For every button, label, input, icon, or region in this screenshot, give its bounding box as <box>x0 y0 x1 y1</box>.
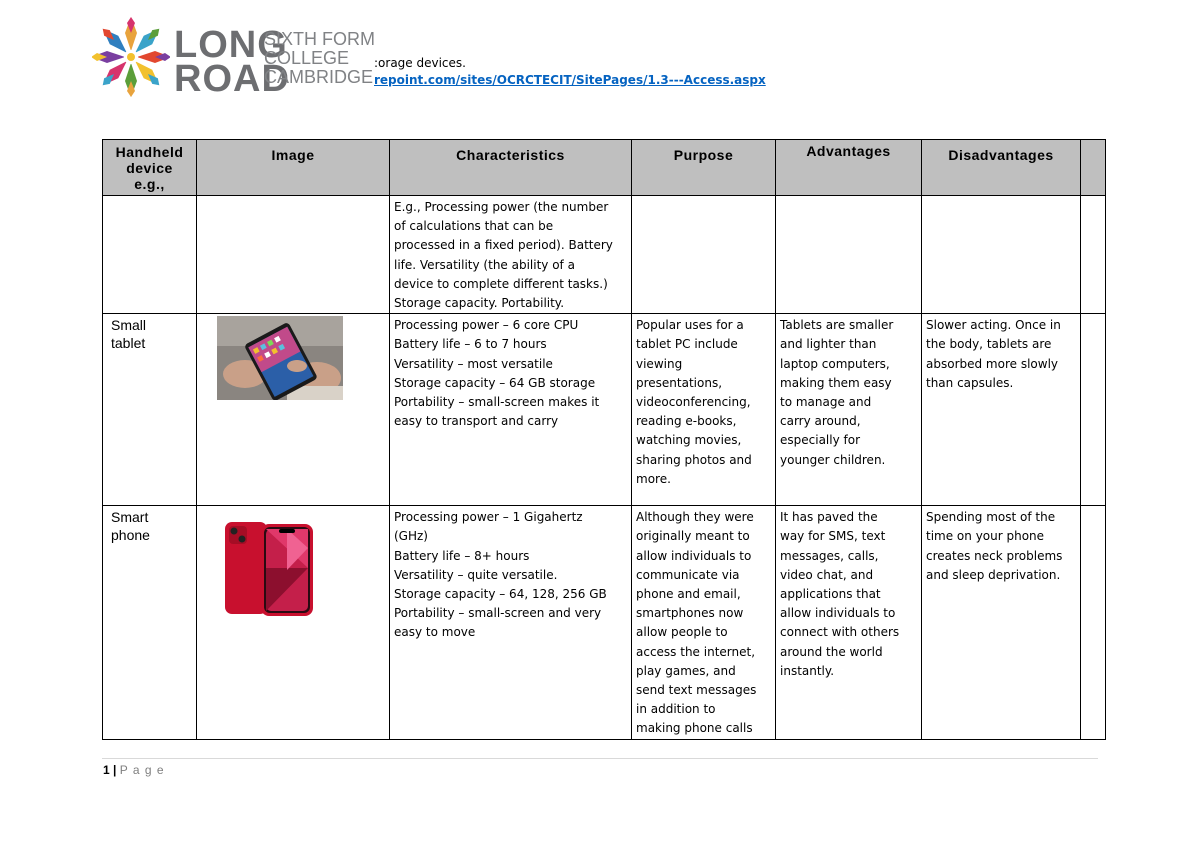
phone-disadvantages-cell <box>922 506 1081 739</box>
text-line: Storage capacity – 64 GB storage <box>394 375 596 390</box>
header-empty <box>1081 140 1106 196</box>
table-cell <box>776 196 922 314</box>
text-line: Processing power – 1 Gigahertz <box>394 510 583 525</box>
table-row-example <box>103 196 1106 314</box>
text-line: allow individuals to <box>780 606 896 621</box>
table-cell <box>1081 314 1106 506</box>
text-line: easy to move <box>394 625 476 640</box>
text-line: Versatility – quite versatile. <box>394 567 558 582</box>
text-line: and sleep deprivation. <box>926 567 1061 582</box>
text-line: access the internet, <box>636 644 756 659</box>
header-advantages: Advantages <box>776 140 922 196</box>
text-line: Battery life – 6 to 7 hours <box>394 337 547 352</box>
text-line: videoconferencing, <box>636 395 751 410</box>
header-handheld-device <box>103 140 197 196</box>
image-cell <box>197 506 390 739</box>
text-line: reading e-books, <box>636 414 737 429</box>
text-line: time on your phone <box>926 529 1045 544</box>
table-header-row <box>103 140 1106 196</box>
text-line: tablet PC include <box>636 337 738 352</box>
text-line: way for SMS, text <box>780 529 886 544</box>
text-line: communicate via <box>636 567 740 582</box>
text-line: than capsules. <box>926 375 1014 390</box>
text-line: viewing <box>636 356 683 371</box>
text-line: making phone calls <box>636 721 753 736</box>
text-line: more. <box>636 471 671 486</box>
text-line: around the world <box>780 644 883 659</box>
logo-line-college: COLLEGE <box>264 48 350 68</box>
text-line: phone and email, <box>636 587 741 602</box>
text-line: instantly. <box>780 663 835 678</box>
table-cell <box>1081 196 1106 314</box>
text-line: send text messages <box>636 683 757 698</box>
text-line: allow individuals to <box>636 548 752 563</box>
text-line: connect with others <box>780 625 900 640</box>
text-line: laptop computers, <box>780 356 890 371</box>
text-line: easy to transport and carry <box>394 414 559 429</box>
text-line: Popular uses for a <box>636 318 744 333</box>
table-row-small-tablet <box>103 314 1106 506</box>
logo-word-long: LONG <box>174 24 288 66</box>
text-line: Storage capacity – 64, 128, 256 GB <box>394 587 607 602</box>
sharepoint-link[interactable]: repoint.com/sites/OCRCTECIT/SitePages/1.3---Access.aspx <box>374 73 766 87</box>
example-characteristics-cell <box>390 196 632 314</box>
footer-rule <box>102 758 1098 759</box>
device-name-line: Small <box>111 317 147 334</box>
text-line: Portability – small-screen makes it <box>394 395 600 410</box>
text-line: of calculations that can be <box>394 219 554 234</box>
text-line: Battery life – 8+ hours <box>394 548 530 563</box>
page-number: 1 <box>103 763 110 777</box>
device-cell <box>103 506 197 739</box>
header-purpose: Purpose <box>632 140 776 196</box>
text-line: carry around, <box>780 414 861 429</box>
text-line: the body, tablets are <box>926 337 1052 352</box>
text-line: originally meant to <box>636 529 750 544</box>
tablet-disadvantages-cell <box>922 314 1081 506</box>
header-line: device <box>126 160 173 176</box>
text-line: allow people to <box>636 625 728 640</box>
device-cell <box>103 314 197 506</box>
text-line: Tablets are smaller <box>780 318 894 333</box>
logo-word-road: ROAD <box>174 58 290 100</box>
text-line: and lighter than <box>780 337 877 352</box>
tablet-characteristics-cell <box>390 314 632 506</box>
text-line: especially for <box>780 433 861 448</box>
text-line: presentations, <box>636 375 723 390</box>
header-disadvantages: Disadvantages <box>922 140 1081 196</box>
text-line: E.g., Processing power (the number <box>394 200 609 214</box>
tablet-photo <box>217 316 343 400</box>
header-line: e.g., <box>134 176 165 192</box>
text-line: video chat, and <box>780 567 874 582</box>
text-line: Versatility – most versatile <box>394 356 553 371</box>
phone-characteristics-cell <box>390 506 632 739</box>
phone-advantages-cell <box>776 506 922 739</box>
text-line: (GHz) <box>394 529 428 544</box>
page-footer <box>103 763 165 777</box>
table-cell <box>103 196 197 314</box>
text-line: device to complete different tasks.) <box>394 276 608 291</box>
text-line: to manage and <box>780 395 872 410</box>
device-comparison-table <box>102 139 1106 740</box>
text-line: Processing power – 6 core CPU <box>394 318 579 333</box>
text-line: sharing photos and <box>636 452 752 467</box>
tablet-advantages-cell <box>776 314 922 506</box>
text-line: processed in a fixed period). Battery <box>394 238 613 253</box>
text-line: Portability – small-screen and very <box>394 606 602 621</box>
logo-line-cambridge: CAMBRIDGE <box>264 67 374 87</box>
image-cell <box>197 314 390 506</box>
text-line: It has paved the <box>780 510 878 525</box>
header-line: Handheld <box>115 144 184 160</box>
table-row-smart-phone <box>103 506 1106 739</box>
phone-purpose-cell <box>632 506 776 739</box>
college-logo <box>92 14 382 104</box>
header-characteristics: Characteristics <box>390 140 632 196</box>
header-image: Image <box>197 140 390 196</box>
text-line: absorbed more slowly <box>926 356 1059 371</box>
text-line: making them easy <box>780 375 892 390</box>
tablet-purpose-cell <box>632 314 776 506</box>
text-line: watching movies, <box>636 433 742 448</box>
text-line: play games, and <box>636 663 736 678</box>
text-line: creates neck problems <box>926 548 1063 563</box>
device-name-line: tablet <box>111 335 146 352</box>
text-line: Spending most of the <box>926 510 1056 525</box>
text-line: Storage capacity. Portability. <box>394 296 565 311</box>
heading-text-fragment: :orage devices. <box>374 56 466 70</box>
table-cell <box>1081 506 1106 739</box>
text-line: Although they were <box>636 510 754 525</box>
table-cell <box>922 196 1081 314</box>
text-line: Slower acting. Once in <box>926 318 1061 333</box>
text-line: younger children. <box>780 452 886 467</box>
logo-line-sixth-form: SIXTH FORM <box>264 29 375 49</box>
page-word: P a g e <box>119 763 165 777</box>
table-cell <box>197 196 390 314</box>
text-line: messages, calls, <box>780 548 879 563</box>
table-cell <box>632 196 776 314</box>
text-line: life. Versatility (the ability of a <box>394 257 575 272</box>
device-name-line: phone <box>111 527 150 544</box>
footer-separator: | <box>113 763 117 777</box>
device-name-line: Smart <box>111 509 149 526</box>
text-line: smartphones now <box>636 606 744 621</box>
text-line: in addition to <box>636 702 716 717</box>
text-line: applications that <box>780 587 881 602</box>
phone-photo <box>221 508 341 626</box>
star-logo-icon <box>92 14 170 100</box>
